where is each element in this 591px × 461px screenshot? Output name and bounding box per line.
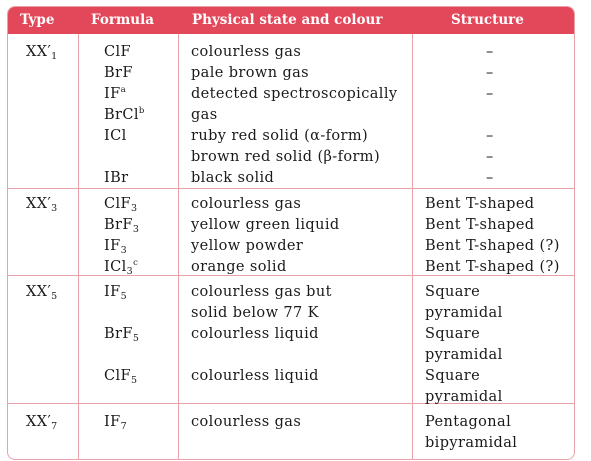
formula: $IF_5$	[104, 284, 128, 302]
structure: pyramidal	[425, 389, 503, 405]
physical-state: colourless liquid	[191, 368, 319, 384]
type-label: $XX'_1$	[26, 44, 58, 62]
physical-state: detected spectroscopically	[191, 86, 398, 102]
formula: BrF$_5$	[104, 326, 140, 344]
structure: bipyramidal	[425, 435, 518, 451]
formula: $IF_3$	[104, 238, 128, 256]
header-physical: Physical state and colour	[192, 12, 383, 28]
physical-state: gas	[191, 107, 218, 123]
formula: BrF$_3$	[104, 217, 140, 235]
physical-state: ruby red solid (α-form)	[191, 128, 369, 144]
structure: –	[486, 170, 494, 186]
physical-state: yellow green liquid	[191, 217, 340, 233]
formula: $IF_7$	[104, 414, 128, 432]
formula: BrF	[104, 65, 133, 81]
physical-state: colourless gas	[191, 44, 302, 60]
structure: –	[486, 128, 494, 144]
type-label: $XX'_7$	[26, 414, 58, 432]
formula: ClF	[104, 44, 131, 60]
type-label: $XX'_5$	[26, 284, 58, 302]
header-formula: Formula	[91, 12, 154, 28]
formula: ClF$_3$	[104, 196, 138, 214]
structure: Square	[425, 284, 481, 300]
formula: ICl	[104, 128, 127, 144]
header-type: Type	[20, 12, 55, 28]
physical-state: orange solid	[191, 259, 287, 275]
structure: Pentagonal	[425, 414, 512, 430]
structure: Bent T-shaped	[425, 196, 535, 212]
structure: Square	[425, 368, 481, 384]
divider-structure	[412, 34, 413, 459]
structure: –	[486, 149, 494, 165]
structure: Bent T-shaped (?)	[425, 259, 560, 275]
interhalogen-table	[7, 6, 575, 460]
structure: Bent T-shaped (?)	[425, 238, 560, 254]
structure: Bent T-shaped	[425, 217, 535, 233]
structure: pyramidal	[425, 347, 503, 363]
physical-state: colourless gas	[191, 414, 302, 430]
type-label: $XX'_3$	[26, 196, 58, 214]
formula: BrCl$^b$	[104, 106, 145, 123]
physical-state: brown red solid (β-form)	[191, 149, 381, 165]
structure: –	[486, 86, 494, 102]
physical-state: pale brown gas	[191, 65, 310, 81]
physical-state: colourless liquid	[191, 326, 319, 342]
structure: pyramidal	[425, 305, 503, 321]
physical-state: solid below 77 K	[191, 305, 319, 321]
structure: –	[486, 65, 494, 81]
formula: $IF^a$	[104, 85, 127, 102]
physical-state: colourless gas but	[191, 284, 332, 300]
structure: –	[486, 44, 494, 60]
divider-type	[78, 34, 79, 459]
header-structure: Structure	[451, 12, 524, 28]
formula: ClF$_5$	[104, 368, 138, 386]
table-header	[8, 7, 574, 34]
physical-state: black solid	[191, 170, 275, 186]
physical-state: colourless gas	[191, 196, 302, 212]
physical-state: yellow powder	[191, 238, 304, 254]
formula: ICl$_3^c$	[104, 258, 139, 277]
divider-formula	[178, 34, 179, 459]
formula: IBr	[104, 170, 129, 186]
structure: Square	[425, 326, 481, 342]
